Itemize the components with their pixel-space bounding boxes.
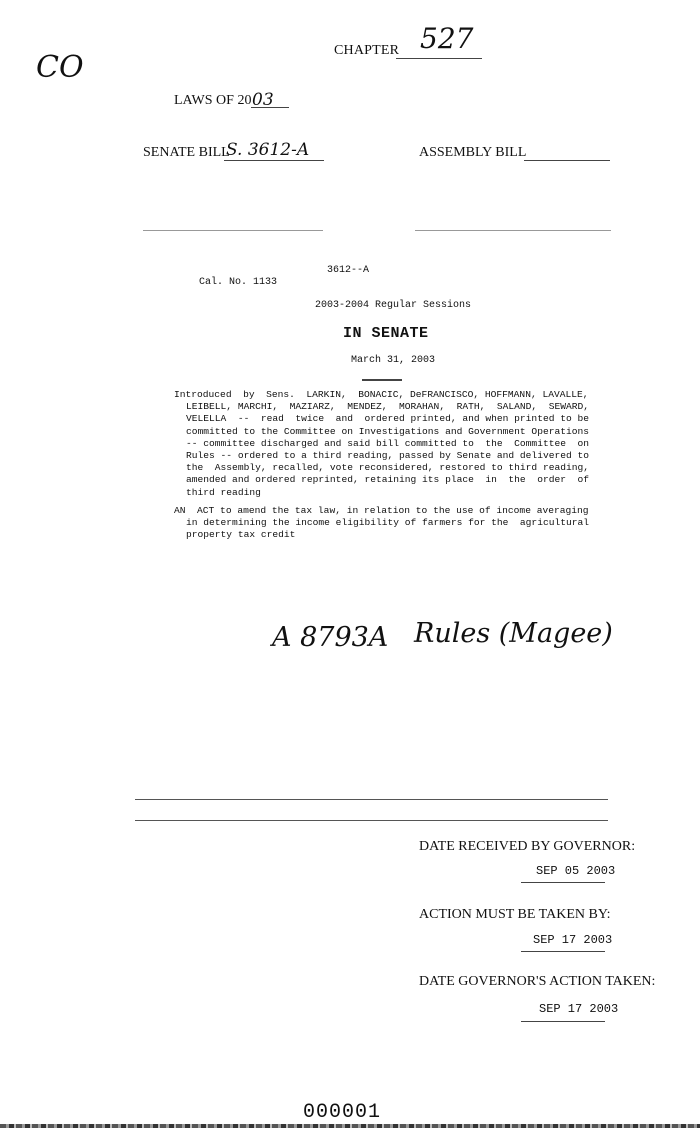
house-heading: IN SENATE xyxy=(343,325,429,342)
senate-bill-underline xyxy=(224,160,324,161)
intro-line: VELELLA -- read twice and ordered printed, and when printed to be xyxy=(186,413,590,425)
separator-upper xyxy=(135,799,608,800)
calendar-number: Cal. No. 1133 xyxy=(199,277,278,288)
intro-line: -- committee discharged and said bill committed to the Committee on xyxy=(186,437,590,449)
page-number: 000001 xyxy=(303,1101,382,1124)
intro-line: LEIBELL, MARCHI, MAZIARZ, MENDEZ, MORAHAN, RATH, SALAND, SEWARD, xyxy=(186,401,590,413)
chapter-label: CHAPTER xyxy=(334,43,400,58)
handwritten-assembly-bill: A 8793A xyxy=(272,622,389,653)
bill-date: March 31, 2003 xyxy=(351,355,436,366)
action-deadline-underline xyxy=(521,951,605,952)
introduction-paragraph xyxy=(174,389,616,499)
action-taken-stamp: SEP 17 2003 xyxy=(539,1002,619,1016)
senate-bill-label: SENATE BILL xyxy=(143,145,230,160)
senate-bill-number: S. 3612-A xyxy=(226,140,310,160)
date-received-stamp: SEP 05 2003 xyxy=(536,864,616,878)
assembly-bill-label: ASSEMBLY BILL xyxy=(419,145,527,160)
intro-line: the Assembly, recalled, vote reconsidered, restored to third reading, xyxy=(186,462,590,474)
intro-line: amended and ordered reprinted, retaining its place in the order of xyxy=(186,474,590,486)
separator-left xyxy=(143,230,323,231)
intro-line: committed to the Committee on Investigations and Government Operations xyxy=(186,425,590,437)
margin-handwritten-mark: CO xyxy=(36,50,84,85)
action-taken-label: DATE GOVERNOR'S ACTION TAKEN: xyxy=(419,974,656,989)
chapter-number: 527 xyxy=(420,22,474,55)
assembly-bill-underline xyxy=(524,160,610,161)
separator-lower xyxy=(135,820,608,821)
intro-line: Introduced by Sens. LARKIN, BONACIC, DeFRANCISCO, HOFFMANN, LAVALLE, xyxy=(174,389,589,400)
act-line: property tax credit xyxy=(186,529,296,541)
laws-label: LAWS OF 20 xyxy=(174,93,252,108)
separator-right xyxy=(415,230,611,231)
action-deadline-stamp: SEP 17 2003 xyxy=(533,933,613,947)
intro-line: Rules -- ordered to a third reading, passed by Senate and delivered to xyxy=(186,450,590,462)
date-received-label: DATE RECEIVED BY GOVERNOR: xyxy=(419,839,636,854)
act-line: AN ACT to amend the tax law, in relation to the use of income averaging xyxy=(174,505,589,516)
intro-line: third reading xyxy=(186,486,261,498)
action-taken-underline xyxy=(521,1021,605,1022)
scan-edge-noise xyxy=(0,1124,700,1128)
session-line: 2003-2004 Regular Sessions xyxy=(315,300,472,311)
act-line: in determining the income eligibility of farmers for the agricultural xyxy=(186,517,590,529)
chapter-underline xyxy=(396,58,482,59)
action-deadline-label: ACTION MUST BE TAKEN BY: xyxy=(419,907,611,922)
date-received-underline xyxy=(521,882,605,883)
date-rule xyxy=(362,379,402,381)
act-title-paragraph xyxy=(174,505,616,542)
laws-year: 03 xyxy=(252,90,274,110)
handwritten-committee-note: Rules (Magee) xyxy=(414,618,613,649)
bill-number: 3612--A xyxy=(327,265,370,276)
